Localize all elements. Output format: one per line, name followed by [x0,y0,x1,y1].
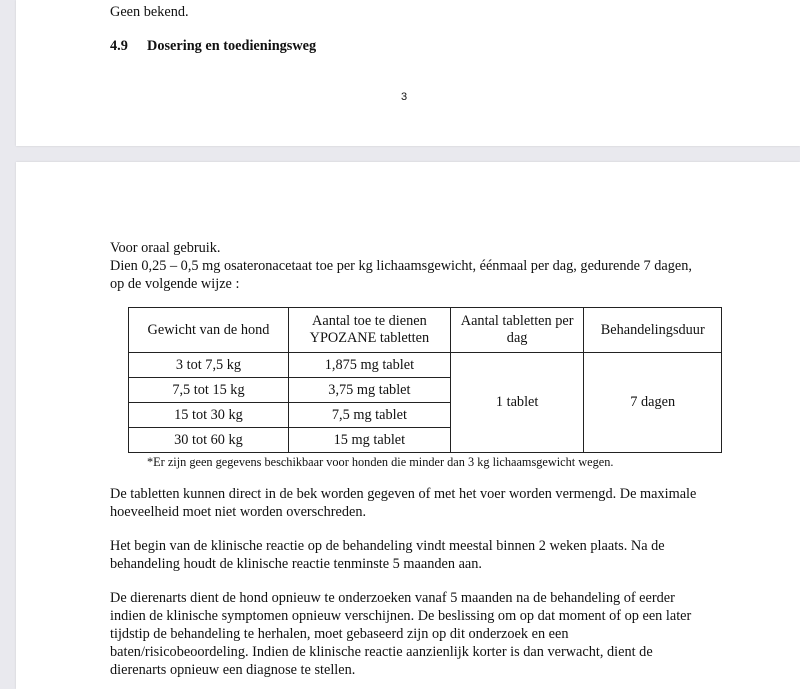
previous-section-text: Geen bekend. [110,4,189,20]
header-tablets: Aantal toe te dienen YPOZANE tabletten [288,308,450,353]
paragraph-1-line-2: hoeveelheid moet niet worden overschreden. [110,504,367,520]
paragraph-1-line-1: De tabletten kunnen direct in de bek worden gegeven of met het voer worden vermengd. De maximale [110,486,697,502]
header-duration: Behandelingsduur [584,308,722,353]
tablet-cell: 3,75 mg tablet [288,378,450,403]
page-number: 3 [401,91,408,103]
dosage-table [128,307,722,453]
tablet-cell: 7,5 mg tablet [288,403,450,428]
weight-cell: 30 tot 60 kg [129,428,289,453]
intro-line-3: op de volgende wijze : [110,276,240,292]
intro-line-2: Dien 0,25 – 0,5 mg osateronacetaat toe per kg lichaamsgewicht, éénmaal per dag, gedurende 7 dagen, [110,258,692,274]
paragraph-3-line-5: dierenarts opnieuw een diagnose te stellen. [110,662,356,678]
paragraph-2-line-1: Het begin van de klinische reactie op de behandeling vindt meestal binnen 2 weken plaats. Na de [110,538,665,554]
weight-cell: 3 tot 7,5 kg [129,353,289,378]
duration-cell: 7 dagen [584,353,722,453]
tablets-per-day-cell: 1 tablet [450,353,584,453]
table-row [129,353,722,378]
weight-cell: 7,5 tot 15 kg [129,378,289,403]
tablet-cell: 15 mg tablet [288,428,450,453]
paragraph-3-line-1: De dierenarts dient de hond opnieuw te onderzoeken vanaf 5 maanden na de behandeling of eerder [110,590,675,606]
paragraph-3-line-4: baten/risicobeoordeling. Indien de klinische reactie aanzienlijk korter is dan verwacht, dient de [110,644,653,660]
tablet-cell: 1,875 mg tablet [288,353,450,378]
intro-line-1: Voor oraal gebruik. [110,240,221,256]
table-header-row [129,308,722,353]
header-weight: Gewicht van de hond [129,308,289,353]
header-tablets-per-day: Aantal tabletten per dag [450,308,584,353]
table-footnote: *Er zijn geen gegevens beschikbaar voor honden die minder dan 3 kg lichaamsgewicht wegen. [147,455,614,469]
paragraph-3-line-3: tijdstip de behandeling te herhalen, moet gebaseerd zijn op dit onderzoek en een [110,626,569,642]
section-title: Dosering en toedieningsweg [147,38,317,54]
document-page-main [16,162,800,689]
section-number: 4.9 [110,38,128,54]
weight-cell: 15 tot 30 kg [129,403,289,428]
document-page-top [16,0,800,146]
paragraph-2-line-2: behandeling houdt de klinische reactie tenminste 5 maanden aan. [110,556,482,572]
paragraph-3-line-2: indien de klinische symptomen opnieuw verschijnen. De beslissing om op dat moment of op een later [110,608,692,624]
